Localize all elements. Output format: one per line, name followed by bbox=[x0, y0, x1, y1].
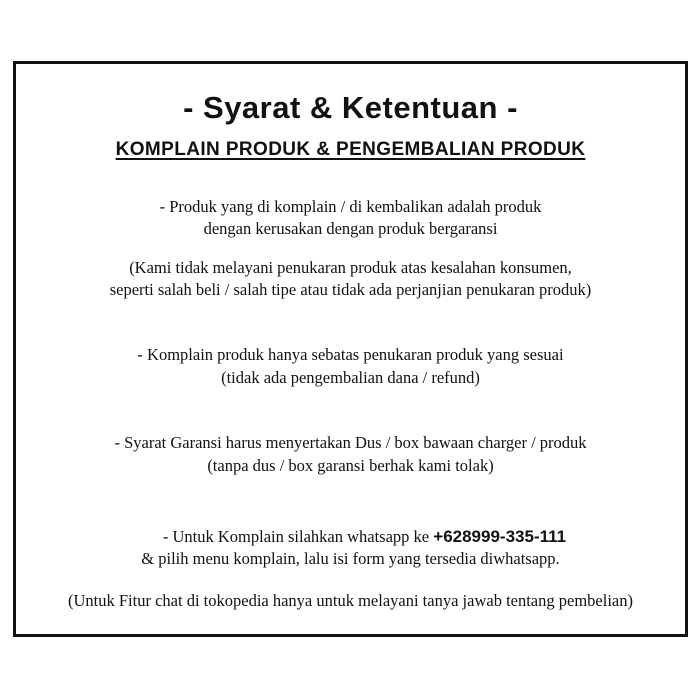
page-subtitle bbox=[16, 139, 685, 161]
terms-card bbox=[13, 61, 688, 637]
clause-2-line-1: - Komplain produk hanya sebatas penukaran produk yang sesuai bbox=[137, 345, 564, 364]
clause-3-line-1: - Syarat Garansi harus menyertakan Dus / box bawaan charger / produk bbox=[114, 433, 587, 452]
clause-4-line-2: & pilih menu komplain, lalu isi form yang tersedia diwhatsapp. bbox=[141, 549, 560, 568]
subtitle-text: KOMPLAIN PRODUK & PENGEMBALIAN PRODUK bbox=[115, 139, 586, 160]
clause-1-line-1: - Produk yang di komplain / di kembalikan adalah produk bbox=[159, 197, 542, 216]
clause-1-line-2: dengan kerusakan dengan produk bergaransi bbox=[203, 219, 498, 238]
note-1-line-1: (Kami tidak melayani penukaran produk atas kesalahan konsumen, bbox=[129, 258, 572, 277]
page-title: - Syarat & Ketentuan - bbox=[183, 90, 518, 125]
footer-note: (Untuk Fitur chat di tokopedia hanya untuk melayani tanya jawab tentang pembelian) bbox=[68, 591, 633, 610]
note-1-line-2: seperti salah beli / salah tipe atau tidak ada perjanjian penukaran produk) bbox=[109, 280, 592, 299]
clause-2-line-2: (tidak ada pengembalian dana / refund) bbox=[221, 368, 480, 387]
whatsapp-number: +628999-335-111 bbox=[433, 527, 567, 546]
clause-3-line-2: (tanpa dus / box garansi berhak kami tolak) bbox=[207, 456, 494, 475]
clause-4-line-1 bbox=[16, 527, 685, 547]
clause-4-prefix: - Untuk Komplain silahkan whatsapp ke bbox=[162, 527, 434, 546]
